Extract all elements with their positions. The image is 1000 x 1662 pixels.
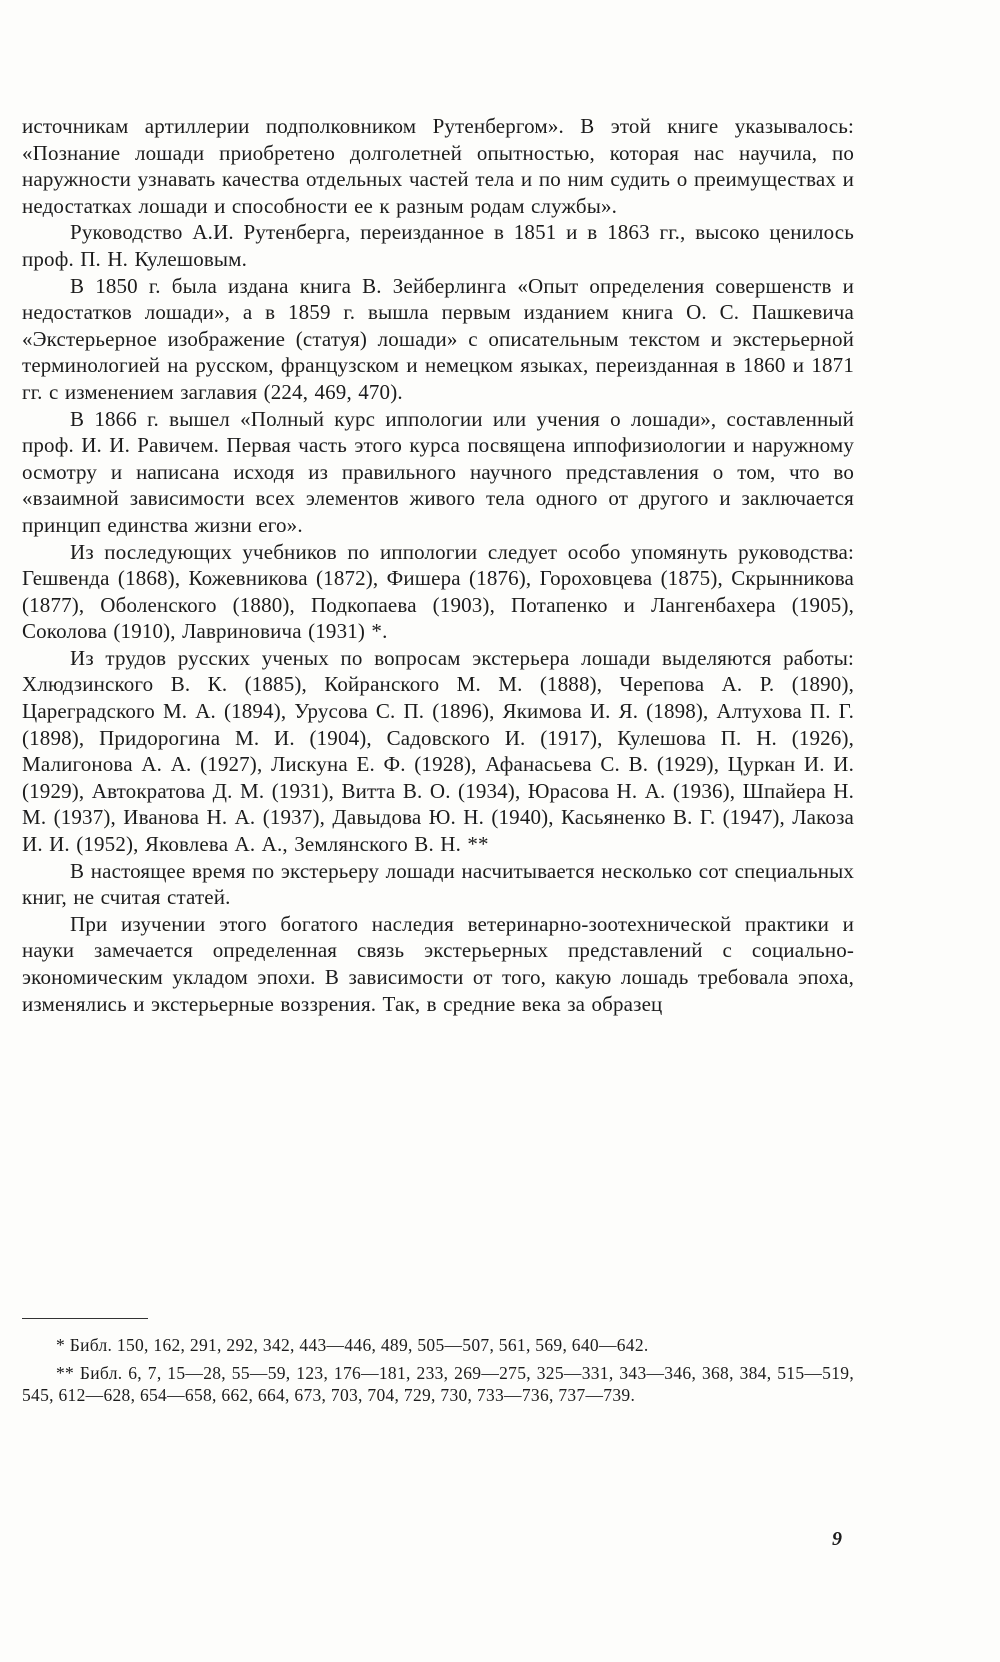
paragraph-5: Из последующих учебников по иппологии следует особо упомянуть руководства: Гешвенда (1868), Кожевникова (1872), Фишера (1876), Гороховцева (1875), Скрынникова (1877), Оболенского (1880), Подкопаева (1903), Потапенко и Лангенбахера (1905), Соколова (1910), Лавриновича (1931) *. <box>22 539 854 644</box>
paragraph-8: При изучении этого богатого наследия ветеринарно-зоотехнической практики и науки замечается определенная связь экстерьерных представлений с социально-экономическим укладом эпохи. В зависимости от того, какую лошадь требовала эпоха, изменялись и экстерьерные воззрения. Так, в средние века за образец <box>22 911 854 1016</box>
paragraph-2: Руководство А.И. Рутенберга, переизданное в 1851 и в 1863 гг., высоко ценилось проф. П. Н. Кулешовым. <box>22 220 854 271</box>
paragraph-4: В 1866 г. вышел «Полный курс иппологии или учения о лошади», составленный проф. И. И. Равичем. Первая часть этого курса посвящена иппофизиологии и наружному осмотру и написана исходя из правильного научного представления о том, что во «взаимной зависимости всех элементов живого тела одного от другого и заключается принцип единства жизни его». <box>22 406 854 537</box>
footnotes <box>22 1334 854 1412</box>
paragraph-7: В настоящее время по экстерьеру лошади насчитывается несколько сот специальных книг, не считая статей. <box>22 858 854 910</box>
footnote-divider <box>22 1318 148 1319</box>
main-text <box>22 113 854 1017</box>
page-number: 9 <box>832 1528 842 1550</box>
paragraph-1: источникам артиллерии подполковником Рутенбергом». В этой книге указывалось: «Познание лошади приобретено долголетней опытностью, которая нас научила, по наружности узнавать качества отдельных частей тела и по ним судить о преимуществах и недостатках лошади и способности ее к разным родам службы». <box>22 114 854 218</box>
paragraph-3: В 1850 г. была издана книга В. Зейберлинга «Опыт определения совершенств и недостатков лошади», а в 1859 г. вышла первым изданием книга О. С. Пашкевича «Экстерьерное изображение (статуя) лошади» с описательным текстом и экстерьерной терминологией на русском, французском и немецком языках, переизданная в 1860 и 1871 гг. с изменением заглавия (224, 469, 470). <box>22 273 854 404</box>
paragraph-6: Из трудов русских ученых по вопросам экстерьера лошади выделяются работы: Хлюдзинского В. К. (1885), Койранского М. М. (1888), Черепова А. Р. (1890), Цареградского М. А. (1894), Урусова С. П. (1896), Якимова И. Я. (1898), Алтухова П. Г. (1898), Придорогина М. И. (1904), Садовского И. (1917), Кулешова П. Н. (1926), Малигонова А. А. (1927), Лискуна Е. Ф. (1928), Афанасьева С. В. (1929), Цуркан И. И. (1929), Автократова Д. М. (1931), Витта В. О. (1934), Юрасова Н. А. (1936), Шпайера Н. М. (1937), Иванова Н. А. (1937), Давыдова Ю. Н. (1940), Касьяненко В. Г. (1947), Лакоза И. И. (1952), Яковлева А. А., Землянского В. Н. ** <box>22 645 854 857</box>
footnote-1: * Библ. 150, 162, 291, 292, 342, 443—446, 489, 505—507, 561, 569, 640—642. <box>56 1335 649 1355</box>
footnote-2: ** Библ. 6, 7, 15—28, 55—59, 123, 176—181, 233, 269—275, 325—331, 343—346, 368, 384, 515—519, 545, 612—628, 654—658, 662, 664, 673, 703, 704, 729, 730, 733—736, 737—739. <box>22 1363 854 1405</box>
